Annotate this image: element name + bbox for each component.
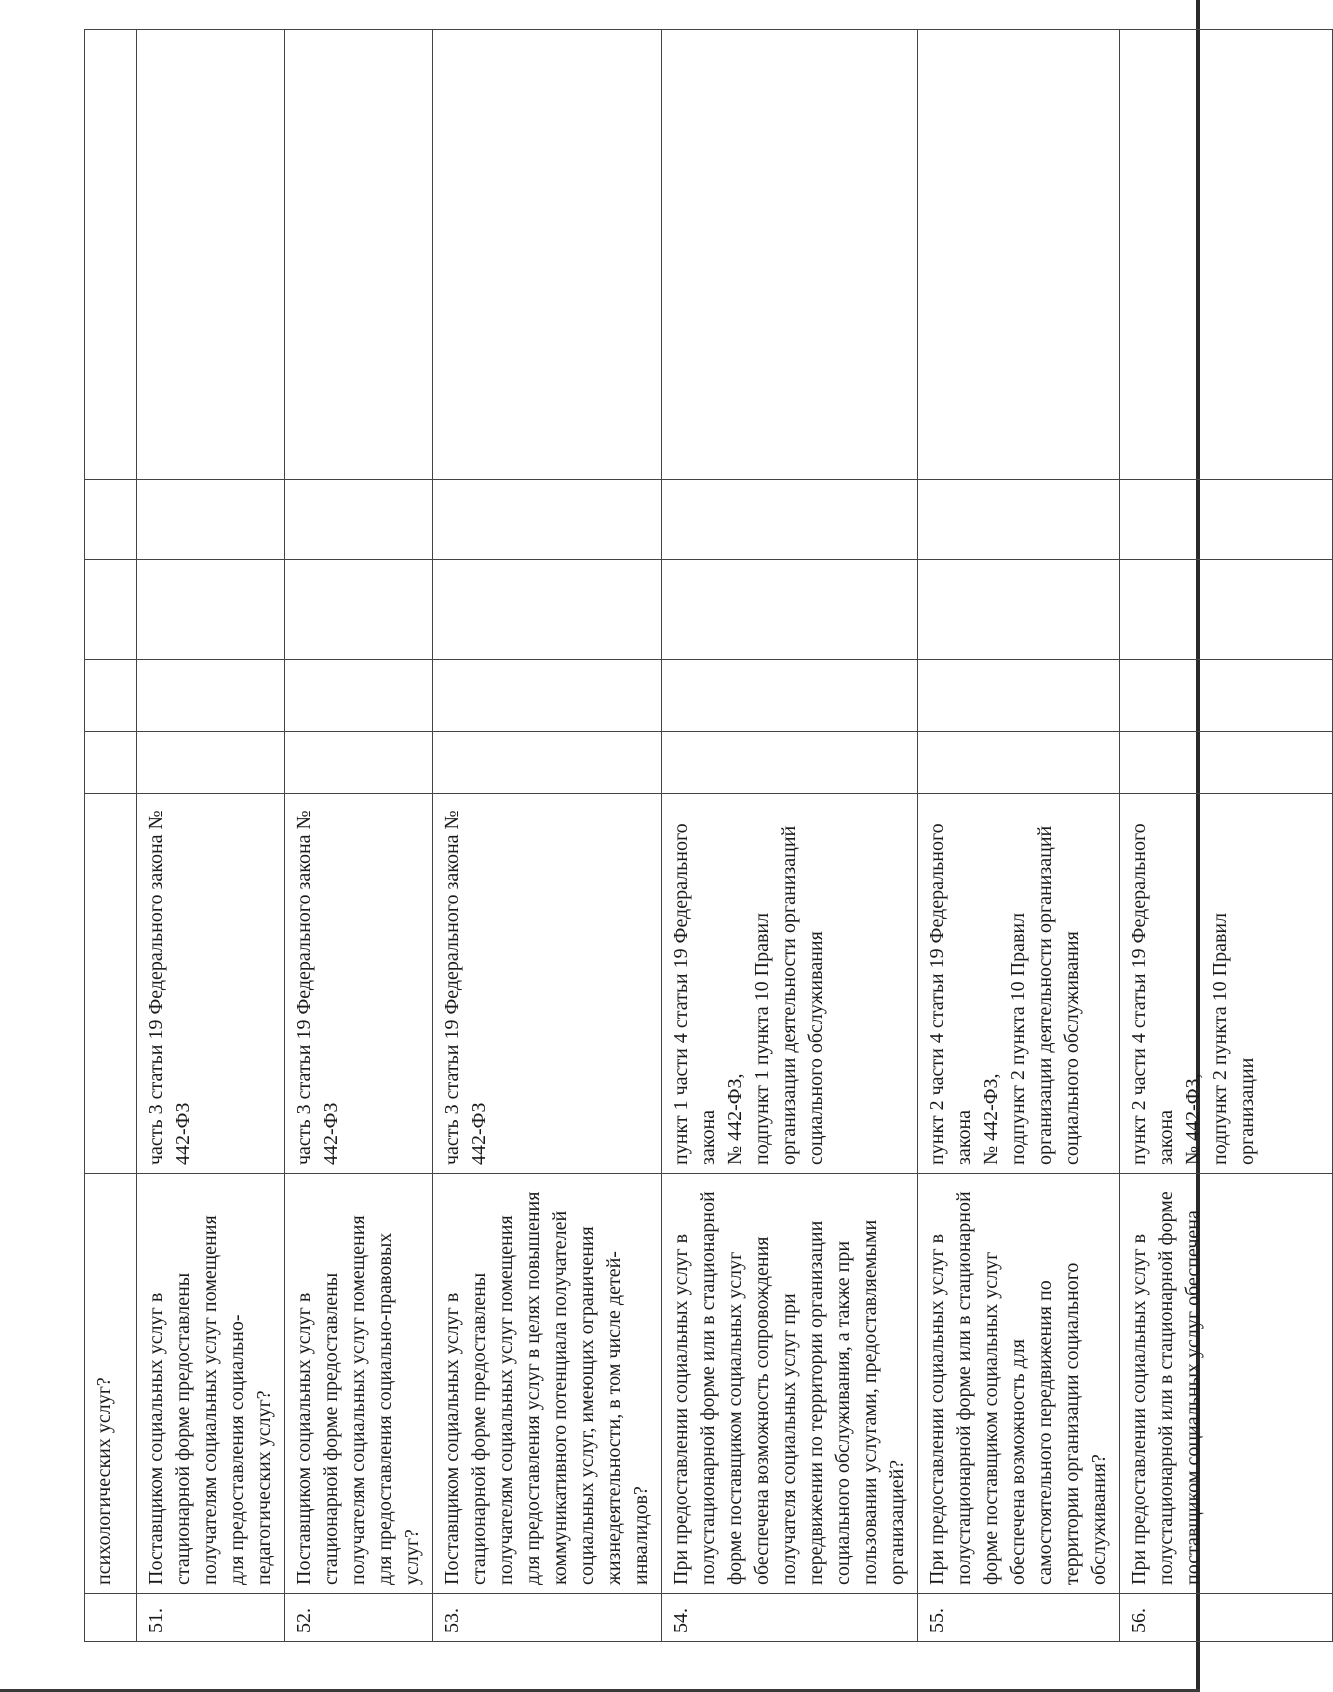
cell-no bbox=[918, 660, 1120, 732]
cell-basis bbox=[662, 794, 918, 1174]
cell-note bbox=[85, 480, 137, 560]
table-row bbox=[918, 30, 1120, 1642]
cell-number bbox=[85, 1594, 137, 1642]
cell-question bbox=[285, 1174, 433, 1594]
row-number: 53. bbox=[441, 1608, 463, 1633]
cell-question bbox=[1120, 1174, 1333, 1594]
cell-number bbox=[662, 1594, 918, 1642]
cell-extra bbox=[285, 30, 433, 480]
row-number: 55. bbox=[926, 1608, 948, 1633]
cell-not-applicable bbox=[85, 560, 137, 660]
cell-not-applicable bbox=[137, 560, 285, 660]
question-text: При предоставлении социальных услуг в полустационарной или в стационарной форме поставщиком социальных услуг обеспечена bbox=[1128, 1191, 1204, 1585]
legal-basis-text: часть 3 статьи 19 Федерального закона № 442-ФЗ bbox=[145, 810, 194, 1165]
cell-no bbox=[285, 660, 433, 732]
cell-number bbox=[285, 1594, 433, 1642]
table-row bbox=[285, 30, 433, 1642]
question-text: психологических услуг? bbox=[93, 1377, 115, 1585]
cell-basis bbox=[1120, 794, 1333, 1174]
cell-yes bbox=[433, 732, 662, 794]
cell-question bbox=[85, 1174, 137, 1594]
question-text: При предоставлении социальных услуг в полустационарной форме или в стационарной форме поставщиком социальных услуг обеспечена возможность для самостоятельного передвижения по территории организации социального обслуживания? bbox=[926, 1191, 1110, 1585]
table-row bbox=[433, 30, 662, 1642]
checklist-table bbox=[84, 29, 1333, 1642]
cell-basis bbox=[285, 794, 433, 1174]
cell-extra bbox=[918, 30, 1120, 480]
table-row bbox=[137, 30, 285, 1642]
legal-basis-text: пункт 2 части 4 статьи 19 Федерального закона № 442-ФЗ, подпункт 2 пункта 10 Правил организации bbox=[1128, 823, 1258, 1165]
cell-not-applicable bbox=[433, 560, 662, 660]
cell-basis bbox=[918, 794, 1120, 1174]
cell-extra bbox=[662, 30, 918, 480]
cell-not-applicable bbox=[285, 560, 433, 660]
cell-question bbox=[662, 1174, 918, 1594]
cell-number bbox=[433, 1594, 662, 1642]
cell-note bbox=[662, 480, 918, 560]
cell-no bbox=[662, 660, 918, 732]
cell-extra bbox=[433, 30, 662, 480]
cell-yes bbox=[85, 732, 137, 794]
cell-yes bbox=[662, 732, 918, 794]
cell-no bbox=[85, 660, 137, 732]
legal-basis-text: пункт 1 части 4 статьи 19 Федерального закона № 442-ФЗ, подпункт 1 пункта 10 Правил организации деятельности организаций социального обслуживания bbox=[670, 823, 827, 1165]
question-text: Поставщиком социальных услуг в стационарной форме предоставлены получателям социальных услуг помещения для предоставления социально-правовых услуг? bbox=[293, 1215, 423, 1585]
row-number: 56. bbox=[1128, 1608, 1150, 1633]
cell-yes bbox=[285, 732, 433, 794]
cell-note bbox=[918, 480, 1120, 560]
legal-basis-text: часть 3 статьи 19 Федерального закона № 442-ФЗ bbox=[441, 810, 490, 1165]
cell-note bbox=[433, 480, 662, 560]
rotated-page bbox=[84, 30, 1258, 1642]
cell-not-applicable bbox=[1120, 560, 1333, 660]
question-text: При предоставлении социальных услуг в полустационарной форме или в стационарной форме поставщиком социальных услуг обеспечена возможность сопровождения получателя социальных услуг при передвижении по территории организации социального обслуживания, а также при пользовании услугами, предоставляемыми организацией? bbox=[670, 1191, 908, 1585]
cell-note bbox=[285, 480, 433, 560]
cell-number bbox=[918, 1594, 1120, 1642]
cell-number bbox=[1120, 1594, 1333, 1642]
cell-question bbox=[137, 1174, 285, 1594]
cell-no bbox=[433, 660, 662, 732]
cell-yes bbox=[1120, 732, 1333, 794]
question-text: Поставщиком социальных услуг в стационарной форме предоставлены получателям социальных услуг помещения для предоставления социально-педагогических услуг? bbox=[145, 1215, 275, 1585]
cell-question bbox=[918, 1174, 1120, 1594]
cell-note bbox=[137, 480, 285, 560]
table-row bbox=[85, 30, 137, 1642]
cell-not-applicable bbox=[662, 560, 918, 660]
cell-yes bbox=[137, 732, 285, 794]
legal-basis-text: пункт 2 части 4 статьи 19 Федерального закона № 442-ФЗ, подпункт 2 пункта 10 Правил организации деятельности организаций социального обслуживания bbox=[926, 823, 1083, 1165]
cell-number bbox=[137, 1594, 285, 1642]
question-text: Поставщиком социальных услуг в стационарной форме предоставлены получателям социальных услуг помещения для предоставления услуг в целях повышения коммуникативного потенциала получателей социальных услуг, имеющих ограничения жизнедеятельности, в том числе детей-инвалидов? bbox=[441, 1191, 652, 1585]
legal-basis-text: часть 3 статьи 19 Федерального закона № 442-ФЗ bbox=[293, 810, 342, 1165]
cell-not-applicable bbox=[918, 560, 1120, 660]
cell-basis bbox=[137, 794, 285, 1174]
cell-no bbox=[137, 660, 285, 732]
cell-yes bbox=[918, 732, 1120, 794]
row-number: 51. bbox=[145, 1608, 167, 1633]
cell-extra bbox=[85, 30, 137, 480]
cell-basis bbox=[433, 794, 662, 1174]
cell-note bbox=[1120, 480, 1333, 560]
row-number: 52. bbox=[293, 1608, 315, 1633]
table-row bbox=[662, 30, 918, 1642]
table-row bbox=[1120, 30, 1333, 1642]
cell-extra bbox=[1120, 30, 1333, 480]
cell-basis bbox=[85, 794, 137, 1174]
cell-extra bbox=[137, 30, 285, 480]
row-number: 54. bbox=[670, 1608, 692, 1633]
cell-no bbox=[1120, 660, 1333, 732]
cell-question bbox=[433, 1174, 662, 1594]
